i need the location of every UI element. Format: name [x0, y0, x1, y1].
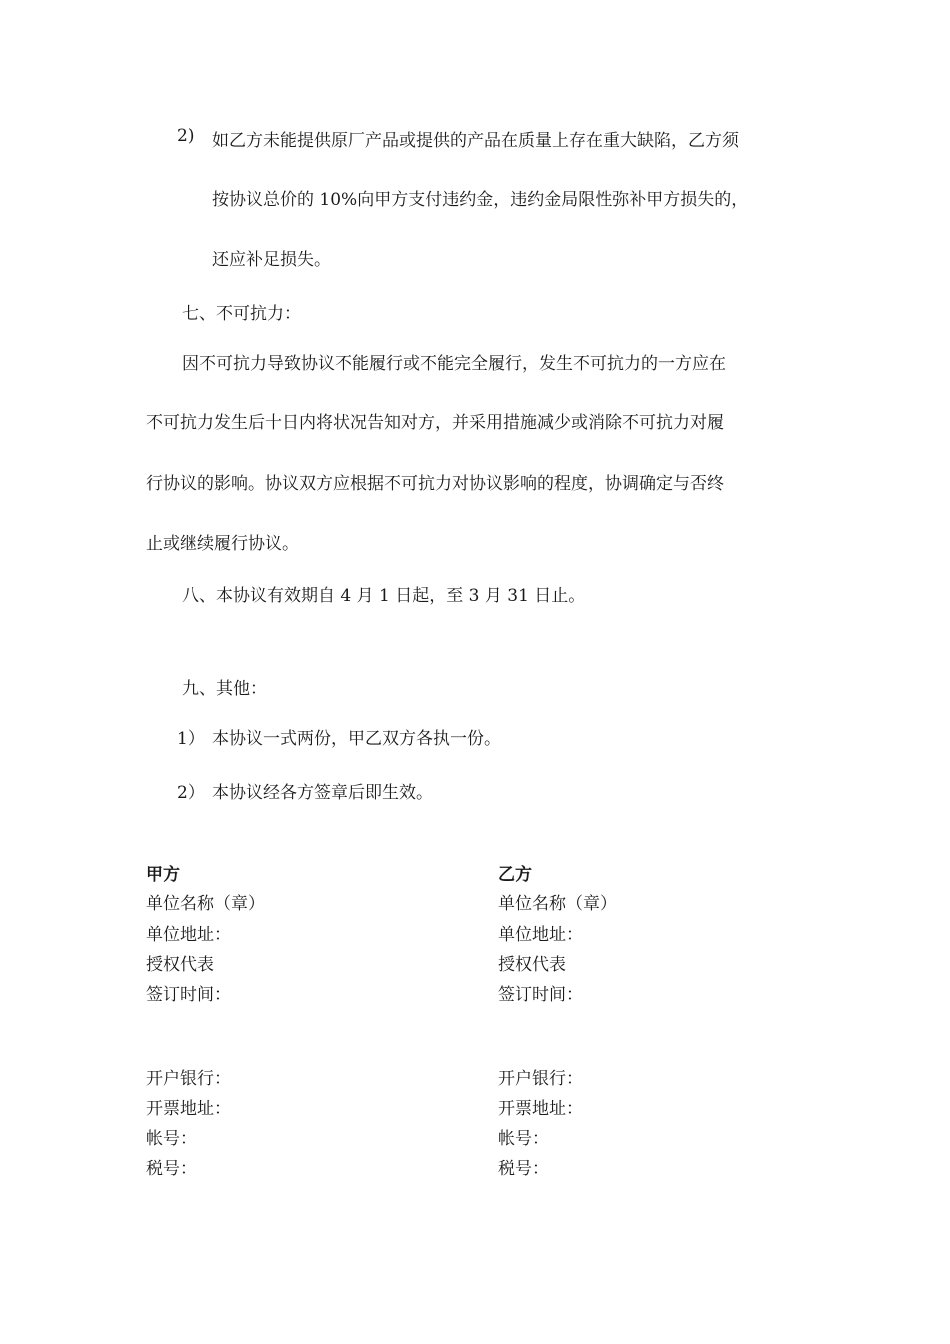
party-a-sign-date: 签订时间： — [146, 985, 231, 1005]
section-8-text: 八、本协议有效期自 4 月 1 日起，至 3 月 31 日止。 — [182, 586, 586, 606]
clause-item-line-1: 如乙方未能提供原厂产品或提供的产品在质量上存在重大缺陷，乙方须 — [212, 131, 739, 151]
party-a-tax-number: 税号： — [146, 1159, 197, 1179]
section-7-heading: 七、不可抗力： — [182, 304, 301, 324]
party-b-sign-date: 签订时间： — [498, 985, 583, 1005]
party-b-representative: 授权代表 — [498, 955, 566, 975]
party-b-bank: 开户银行： — [498, 1069, 583, 1089]
party-b-address: 单位地址： — [498, 925, 583, 945]
section-7-line-4: 止或继续履行协议。 — [146, 534, 299, 554]
party-b-tax-number: 税号： — [498, 1159, 549, 1179]
party-b-title: 乙方 — [498, 865, 532, 885]
section-9-item-2-number: 2） — [177, 783, 205, 803]
section-7-line-2: 不可抗力发生后十日内将状况告知对方，并采用措施减少或消除不可抗力对履 — [146, 413, 724, 433]
section-7-line-3: 行协议的影响。协议双方应根据不可抗力对协议影响的程度，协调确定与否终 — [146, 474, 724, 494]
section-7-line-1: 因不可抗力导致协议不能履行或不能完全履行，发生不可抗力的一方应在 — [182, 354, 726, 374]
section-9-item-2-text: 本协议经各方签章后即生效。 — [212, 783, 433, 803]
party-a-account: 帐号： — [146, 1129, 197, 1149]
section-9-item-1-text: 本协议一式两份，甲乙双方各执一份。 — [212, 729, 501, 749]
party-a-address: 单位地址： — [146, 925, 231, 945]
party-a-unit-name: 单位名称（章） — [146, 894, 265, 914]
clause-item-number: 2) — [177, 126, 195, 146]
party-a-representative: 授权代表 — [146, 955, 214, 975]
clause-item-line-3: 还应补足损失。 — [212, 250, 331, 270]
party-a-title: 甲方 — [146, 865, 180, 885]
party-b-invoice-address: 开票地址： — [498, 1099, 583, 1119]
party-b-account: 帐号： — [498, 1129, 549, 1149]
section-9-heading: 九、其他： — [182, 679, 267, 699]
party-a-invoice-address: 开票地址： — [146, 1099, 231, 1119]
party-b-unit-name: 单位名称（章） — [498, 894, 617, 914]
section-9-item-1-number: 1） — [177, 729, 205, 749]
party-a-bank: 开户银行： — [146, 1069, 231, 1089]
clause-item-line-2: 按协议总价的 10%向甲方支付违约金，违约金局限性弥补甲方损失的， — [212, 190, 749, 210]
